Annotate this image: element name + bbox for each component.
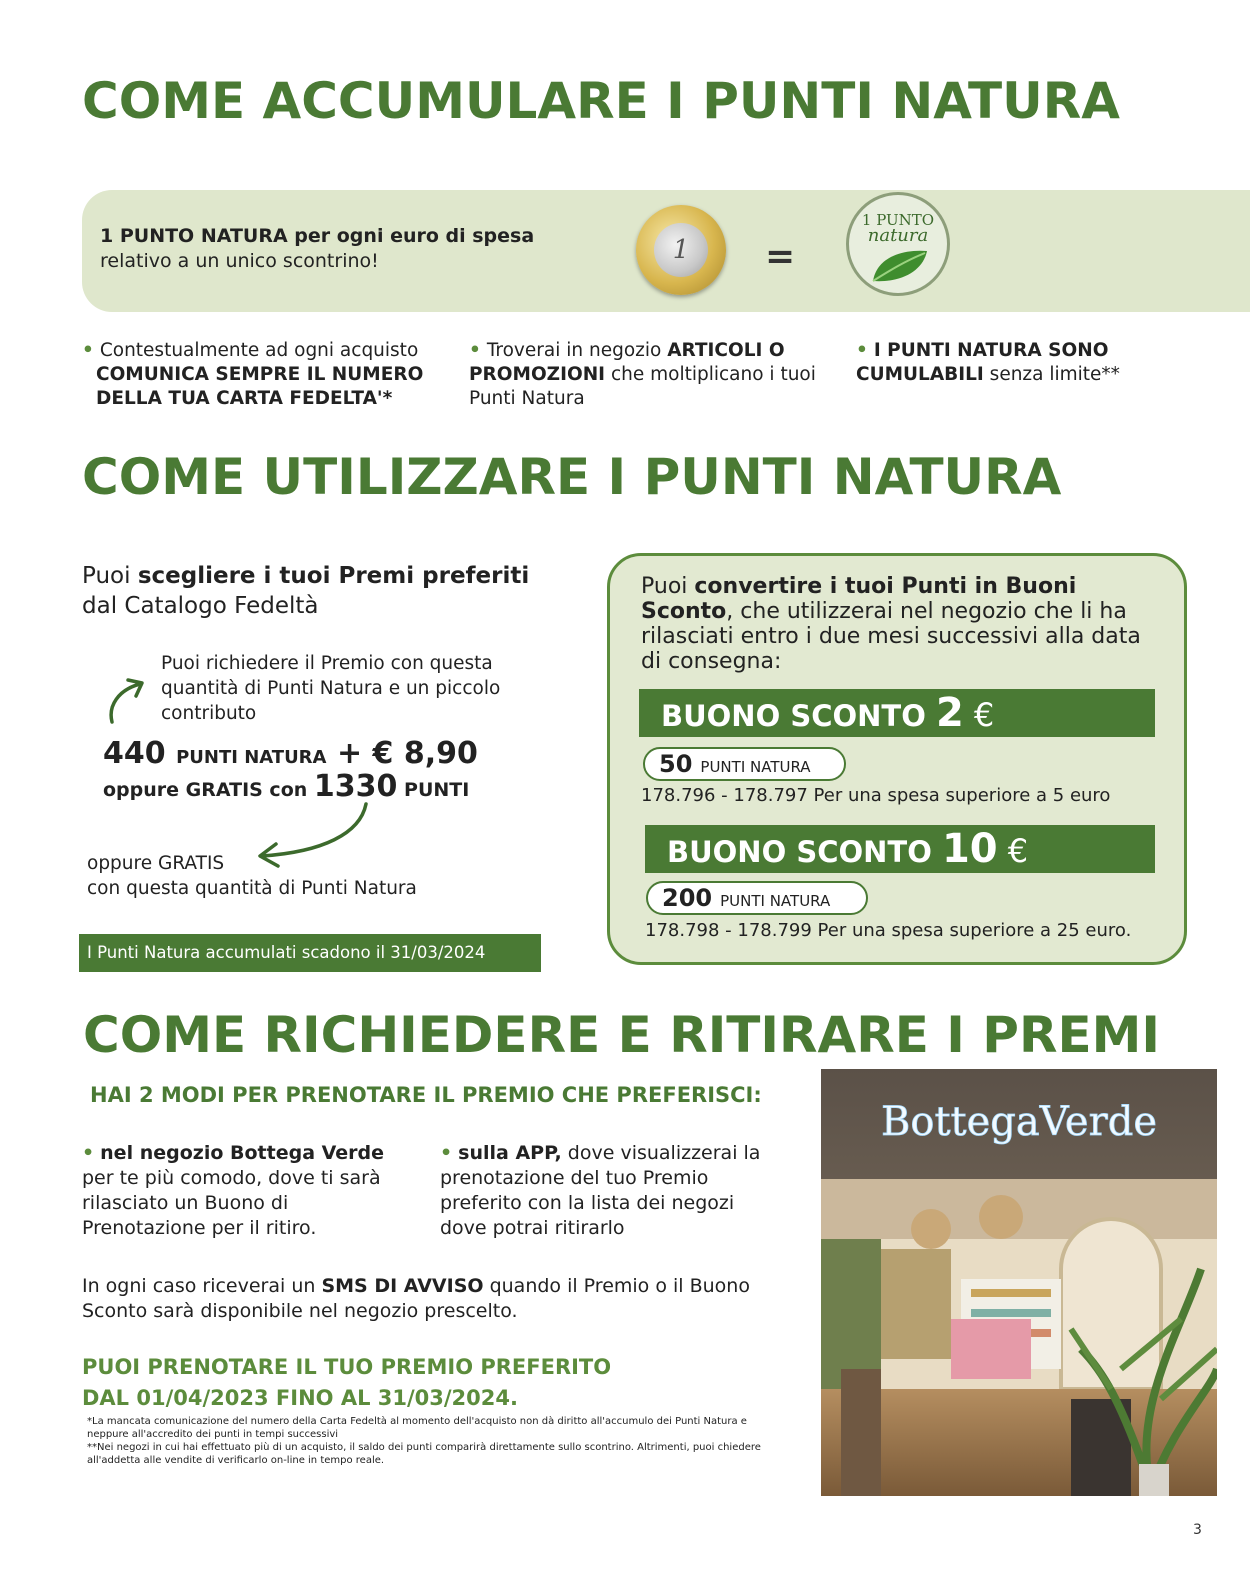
bullet-bold: I PUNTI NATURA SONO CUMULABILI xyxy=(856,340,1109,385)
mode1-rest: per te più comodo, dove ti sarà rilasciato un Buono di Prenotazione per il ritiro. xyxy=(82,1167,381,1239)
mode-app xyxy=(440,1141,780,1241)
free-alt-text xyxy=(87,851,417,901)
footnotes xyxy=(87,1415,767,1467)
leaf-icon xyxy=(869,247,929,285)
points-label: PUNTI NATURA xyxy=(176,747,327,768)
bullet-bold: ARTICOLI O PROMOZIONI xyxy=(469,340,785,385)
voucher-2-codes: 178.796 - 178.797 Per una spesa superiore a 5 euro xyxy=(641,785,1111,806)
sms-bold: SMS DI AVVISO xyxy=(321,1275,484,1297)
title-use: COME UTILIZZARE I PUNTI NATURA xyxy=(82,448,1062,506)
free-value: 1330 xyxy=(313,769,398,804)
bullet-bold: COMUNICA SEMPRE IL NUMERO DELLA TUA CARTA FEDELTA'* xyxy=(96,364,424,409)
bullet-item xyxy=(469,339,829,411)
bullet-dot-icon: • xyxy=(82,1142,95,1164)
page-number: 3 xyxy=(1193,1522,1202,1538)
store-sign: BottegaVerde xyxy=(880,1099,1158,1145)
store-interior-image xyxy=(821,1069,1217,1496)
period-line1: PUOI PRENOTARE IL TUO PREMIO PREFERITO xyxy=(82,1355,612,1379)
catalog-post: dal Catalogo Fedeltà xyxy=(82,593,319,619)
voucher-currency: € xyxy=(973,696,995,734)
voucher-currency: € xyxy=(1007,832,1029,870)
catalog-bold: scegliere i tuoi Premi preferiti xyxy=(137,563,530,589)
pill-points: 50 xyxy=(659,750,693,778)
title-accumulate: COME ACCUMULARE I PUNTI NATURA xyxy=(82,72,1120,130)
bullet-item xyxy=(856,339,1156,387)
bullet-post: senza limite** xyxy=(983,364,1120,385)
store-photo xyxy=(821,1069,1217,1496)
request-text: Puoi richiedere il Premio con questa quantità di Punti Natura e un piccolo contributo xyxy=(161,653,501,724)
banner-rest: relativo a un unico scontrino! xyxy=(100,250,379,272)
punto-natura-badge xyxy=(846,192,950,296)
euro-coin-icon xyxy=(636,205,726,295)
convert-bold1: convertire i tuoi Punti in Buoni xyxy=(694,574,1077,599)
mode2-rest: dove visualizzerai la prenotazione del tuo Premio preferito con la lista dei negozi dove potrai ritirarlo xyxy=(440,1142,761,1239)
voucher-2-bar xyxy=(639,689,1155,737)
arrow-up-right-icon xyxy=(104,676,148,726)
mode2-bold: sulla APP, xyxy=(458,1142,562,1164)
voucher-10-bar xyxy=(645,825,1155,873)
convert-bold2: Sconto xyxy=(641,599,727,624)
points-value: 440 xyxy=(103,736,166,771)
mode1-bold: nel negozio Bottega Verde xyxy=(100,1142,385,1164)
modes-heading: HAI 2 MODI PER PRENOTARE IL PREMIO CHE PREFERISCI: xyxy=(90,1083,762,1107)
bullet-dot-icon: • xyxy=(469,340,481,361)
convert-pre: Puoi xyxy=(641,574,695,599)
free-alt-line1: oppure GRATIS xyxy=(87,853,225,874)
sms-notice xyxy=(82,1274,802,1324)
period-line2: DAL 01/04/2023 FINO AL 31/03/2024. xyxy=(82,1386,518,1410)
badge-line1: 1 PUNTO xyxy=(861,211,935,229)
voucher-label: BUONO SCONTO xyxy=(667,835,932,869)
voucher-amount: 2 xyxy=(935,690,964,736)
catalog-pre: Puoi xyxy=(82,563,138,589)
equals-sign: = xyxy=(765,236,796,277)
banner-bold: 1 PUNTO NATURA per ogni euro di spesa xyxy=(100,225,535,247)
booking-period xyxy=(82,1352,611,1414)
plus-price: + € 8,90 xyxy=(336,736,478,771)
mode-store xyxy=(82,1141,402,1241)
free-points-line xyxy=(103,769,469,804)
expiry-banner: I Punti Natura accumulati scadono il 31/03/2024 xyxy=(79,934,541,972)
points-price-line xyxy=(103,736,478,771)
pill-label: PUNTI NATURA xyxy=(700,758,811,776)
banner-text xyxy=(100,224,534,274)
convert-post: , che utilizzerai nel negozio che li ha rilasciati entro i due mesi successivi alla data di consegna: xyxy=(641,599,1141,674)
coin-center xyxy=(654,223,708,277)
badge-line2: natura xyxy=(867,225,929,246)
bullet-post: che moltiplicano i tuoi Punti Natura xyxy=(469,364,816,409)
free-pre: oppure GRATIS con xyxy=(103,779,308,801)
bullet-dot-icon: • xyxy=(440,1142,453,1164)
pill-label: PUNTI NATURA xyxy=(720,892,831,910)
voucher-2-points-pill xyxy=(643,747,846,781)
footnote-1: *La mancata comunicazione del numero della Carta Fedeltà al momento dell'acquisto non dà diritto all'accumulo dei Punti Natura e neppure all'accredito dei punti in tempi successivi xyxy=(87,1416,747,1440)
sms-post: quando il Premio o il Buono Sconto sarà disponibile nel negozio prescelto. xyxy=(82,1275,750,1322)
footnote-2: **Nei negozi in cui hai effettuato più di un acquisto, il saldo dei punti comparirà direttamente sullo scontrino. Altrimenti, puoi chiedere all'addetta alle vendite di verificarlo on-line in tempo reale. xyxy=(87,1442,761,1466)
voucher-10-codes: 178.798 - 178.799 Per una spesa superiore a 25 euro. xyxy=(645,920,1132,941)
free-label: PUNTI xyxy=(404,779,470,801)
coin-label: 1 xyxy=(672,235,690,265)
sms-pre: In ogni caso riceverai un xyxy=(82,1275,322,1297)
voucher-label: BUONO SCONTO xyxy=(661,699,926,733)
convert-text xyxy=(641,574,1161,674)
bullet-text: Troverai in negozio xyxy=(486,340,668,361)
bullet-dot-icon: • xyxy=(82,340,94,361)
pill-points: 200 xyxy=(662,884,713,912)
free-alt-line2: con questa quantità di Punti Natura xyxy=(87,878,417,899)
title-redeem: COME RICHIEDERE E RITIRARE I PREMI xyxy=(83,1006,1160,1064)
voucher-10-points-pill xyxy=(646,881,868,915)
catalog-intro xyxy=(82,561,529,621)
bullet-text: Contestualmente ad ogni acquisto xyxy=(99,340,419,361)
bullet-item xyxy=(82,339,452,411)
bullet-dot-icon: • xyxy=(856,340,868,361)
voucher-amount: 10 xyxy=(941,826,998,872)
